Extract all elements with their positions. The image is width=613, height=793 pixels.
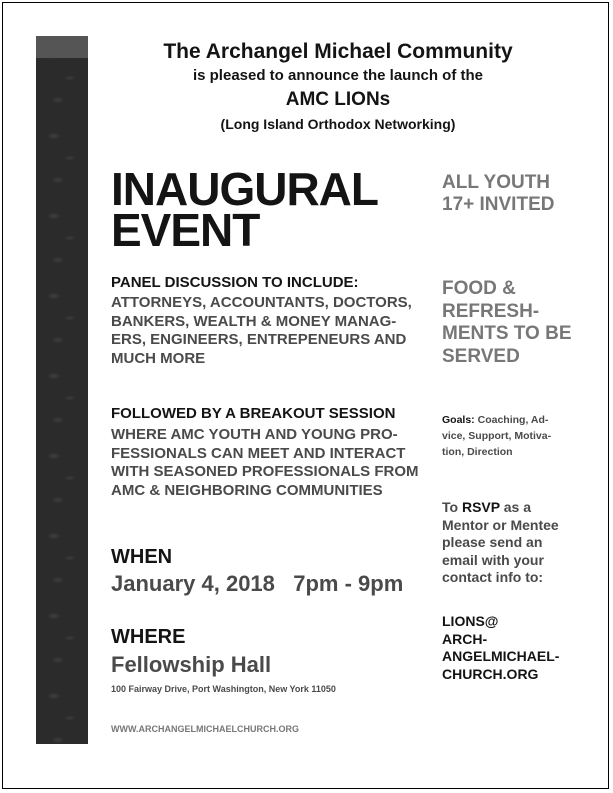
event-title-line1: INAUGURAL (111, 163, 378, 215)
food-notice (442, 278, 572, 368)
rsvp-email[interactable] (442, 613, 559, 683)
food-line: SERVED (442, 345, 520, 367)
email-line: CHURCH.ORG (442, 665, 539, 682)
panel-heading: PANEL DISCUSSION TO INCLUDE: (111, 274, 359, 291)
where-address: 100 Fairway Drive, Port Washington, New York 11050 (111, 684, 336, 694)
food-line: MENTS TO BE (442, 323, 572, 344)
breakout-heading: FOLLOWED BY A BREAKOUT SESSION (111, 405, 396, 422)
breakout-line: AMC & NEIGHBORING COMMUNITIES (111, 481, 383, 499)
goals-line (442, 412, 551, 428)
goals-line: vice, Support, Motiva- (442, 430, 552, 442)
website-link[interactable]: WWW.ARCHANGELMICHAELCHURCH.ORG (111, 724, 299, 734)
youth-line: ALL YOUTH (442, 172, 551, 193)
goals-label: Goals: (442, 414, 475, 426)
breakout-line: WITH SEASONED PROFESSIONALS FROM (111, 463, 419, 480)
when-label: WHEN (111, 546, 173, 568)
email-line: ARCH- (442, 630, 488, 647)
rsvp-text (442, 499, 559, 587)
rsvp-line: Mentor or Mentee (442, 516, 559, 533)
rsvp-line: email with your (442, 551, 544, 568)
org-name: The Archangel Michael Community (163, 40, 513, 63)
rsvp-suffix: as a (499, 499, 531, 515)
email-line: ANGELMICHAEL- (442, 648, 560, 664)
panel-line: ERS, ENGINEERS, ENTREPENEURS AND (111, 331, 407, 348)
youth-invite (442, 172, 554, 216)
goals-line-text: Coaching, Ad- (474, 414, 549, 426)
panel-list (111, 294, 412, 368)
decorative-sidebar (36, 36, 88, 744)
announce-text: is pleased to announce the launch of the (192, 67, 484, 84)
email-line: LIONS@ (442, 613, 499, 629)
group-name: AMC LIONs (285, 89, 391, 110)
panel-line: ATTORNEYS, ACCOUNTANTS, DOCTORS, (111, 294, 412, 311)
goals-text (442, 412, 551, 460)
group-full-name: (Long Island Orthodox Networking) (220, 116, 456, 132)
panel-line: MUCH MORE (111, 349, 206, 367)
breakout-line: WHERE AMC YOUTH AND YOUNG PRO- (111, 426, 398, 443)
rsvp-line (442, 499, 559, 517)
food-line: REFRESH- (442, 300, 540, 322)
breakout-line: FESSIONALS CAN MEET AND INTERACT (111, 444, 406, 462)
rsvp-prefix: To (442, 499, 462, 515)
goals-line: tion, Direction (442, 446, 513, 458)
sidebar-top-band (36, 36, 88, 58)
where-venue: Fellowship Hall (111, 652, 272, 677)
youth-line: 17+ INVITED (442, 194, 555, 215)
panel-line: BANKERS, WEALTH & MONEY MANAG- (111, 312, 397, 330)
when-value: January 4, 2018 7pm - 9pm (111, 571, 404, 596)
where-label: WHERE (111, 626, 186, 648)
food-line: FOOD & (442, 278, 516, 299)
event-title-line2: EVENT (111, 204, 260, 256)
rsvp-line: contact info to: (442, 569, 544, 585)
breakout-list (111, 426, 419, 500)
rsvp-line: please send an (442, 534, 543, 550)
rsvp-keyword: RSVP (461, 499, 500, 515)
